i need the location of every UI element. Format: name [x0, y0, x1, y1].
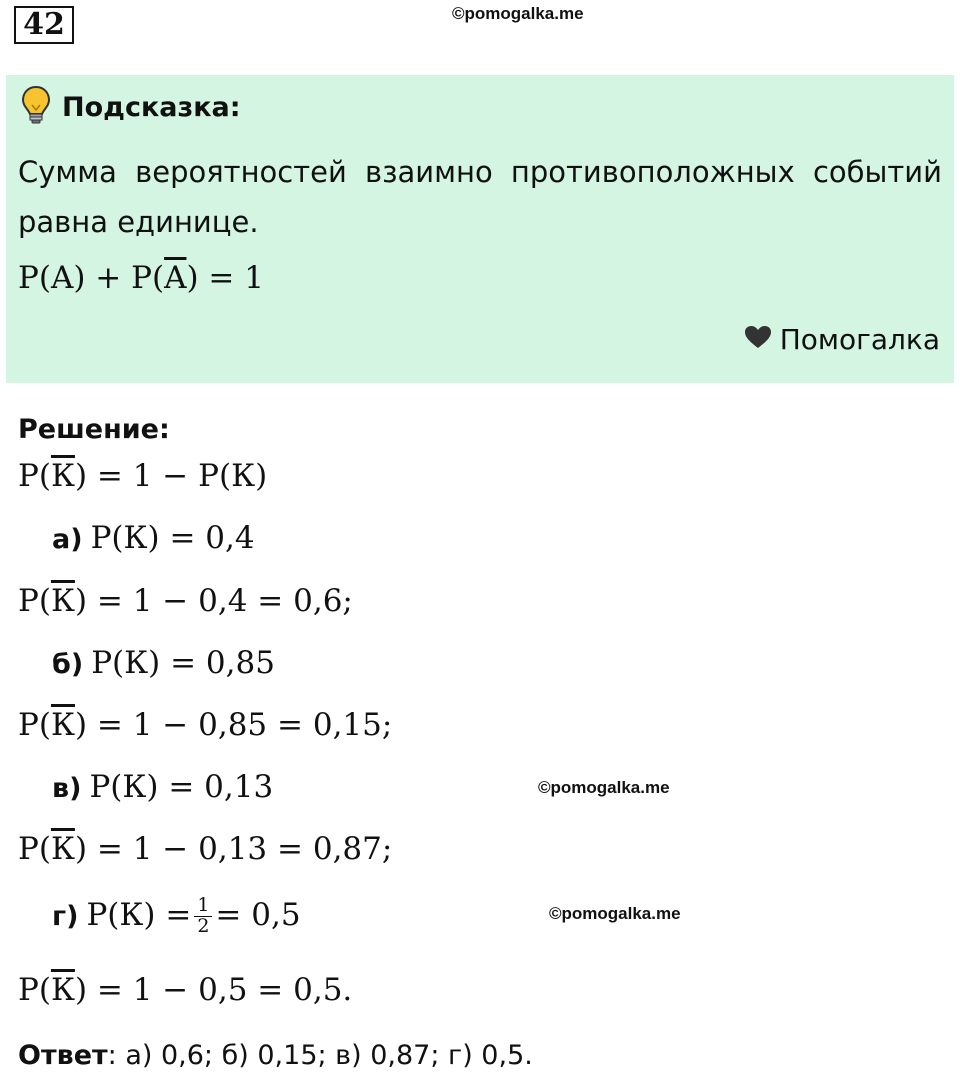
calc-pre: P(: [18, 707, 51, 743]
part-d-given: [52, 896, 301, 937]
answer: [18, 1040, 533, 1071]
calc-pre: P(: [18, 583, 51, 619]
general-pre: P(: [18, 458, 51, 494]
answer-text: : а) 0,6; б) 0,15; в) 0,87; г) 0,5.: [107, 1040, 533, 1071]
part-given-pre: P(К) =: [86, 896, 192, 933]
part-a-calc: [18, 583, 353, 619]
general-bar: К: [50, 458, 75, 494]
part-label: а): [52, 524, 83, 555]
part-label: г): [52, 900, 79, 932]
watermark: ©pomogalka.me: [549, 904, 681, 923]
lightbulb-icon: [20, 85, 52, 129]
part-label: б): [52, 649, 84, 680]
task-number: 42: [14, 6, 74, 44]
fraction: [194, 896, 212, 937]
calc-post: ) = 1 − 0,4 = 0,6;: [74, 583, 353, 619]
solution-title: Решение:: [18, 414, 170, 445]
calc-bar: К: [50, 972, 75, 1008]
calc-pre: P(: [18, 972, 51, 1008]
fraction-numerator: 1: [197, 894, 210, 916]
part-b-calc: [18, 707, 392, 743]
brand-signature: [744, 323, 940, 356]
general-formula: [18, 458, 267, 494]
part-label: в): [52, 773, 82, 804]
part-given: P(К) = 0,85: [91, 645, 275, 681]
heart-icon: [744, 323, 772, 356]
part-given-post: = 0,5: [215, 896, 301, 933]
hint-formula: [18, 260, 264, 296]
answer-label: Ответ: [18, 1040, 108, 1071]
hint-title: Подсказка:: [62, 91, 241, 123]
calc-bar: К: [50, 707, 75, 743]
calc-bar: К: [50, 583, 75, 619]
part-given: P(К) = 0,13: [89, 769, 274, 805]
formula-left: P(A) + P(: [18, 260, 165, 296]
brand-name: Помогалка: [779, 323, 940, 356]
part-d-calc: [18, 972, 352, 1008]
hint-panel: [6, 75, 954, 383]
part-b-given: [52, 645, 275, 681]
watermark: ©pomogalka.me: [538, 778, 670, 797]
hint-text: Сумма вероятностей взаимно противоположных событий равна единице.: [18, 155, 942, 239]
calc-post: ) = 1 − 0,13 = 0,87;: [74, 831, 393, 867]
general-post: ) = 1 − P(К): [74, 458, 268, 494]
calc-pre: P(: [18, 831, 51, 867]
formula-bar: $\overline{A}$: [164, 260, 187, 296]
formula-right: ) = 1: [186, 260, 264, 296]
hint-header: [20, 85, 241, 129]
calc-post: ) = 1 − 0,85 = 0,15;: [74, 707, 393, 743]
part-c-calc: [18, 831, 392, 867]
part-given: P(К) = 0,4: [90, 520, 255, 556]
calc-bar: К: [50, 831, 75, 867]
calc-post: ) = 1 − 0,5 = 0,5.: [74, 972, 353, 1008]
watermark: ©pomogalka.me: [452, 4, 584, 23]
part-a-given: [52, 520, 255, 556]
part-c-given: [52, 769, 273, 805]
fraction-denominator: 2: [194, 916, 212, 937]
